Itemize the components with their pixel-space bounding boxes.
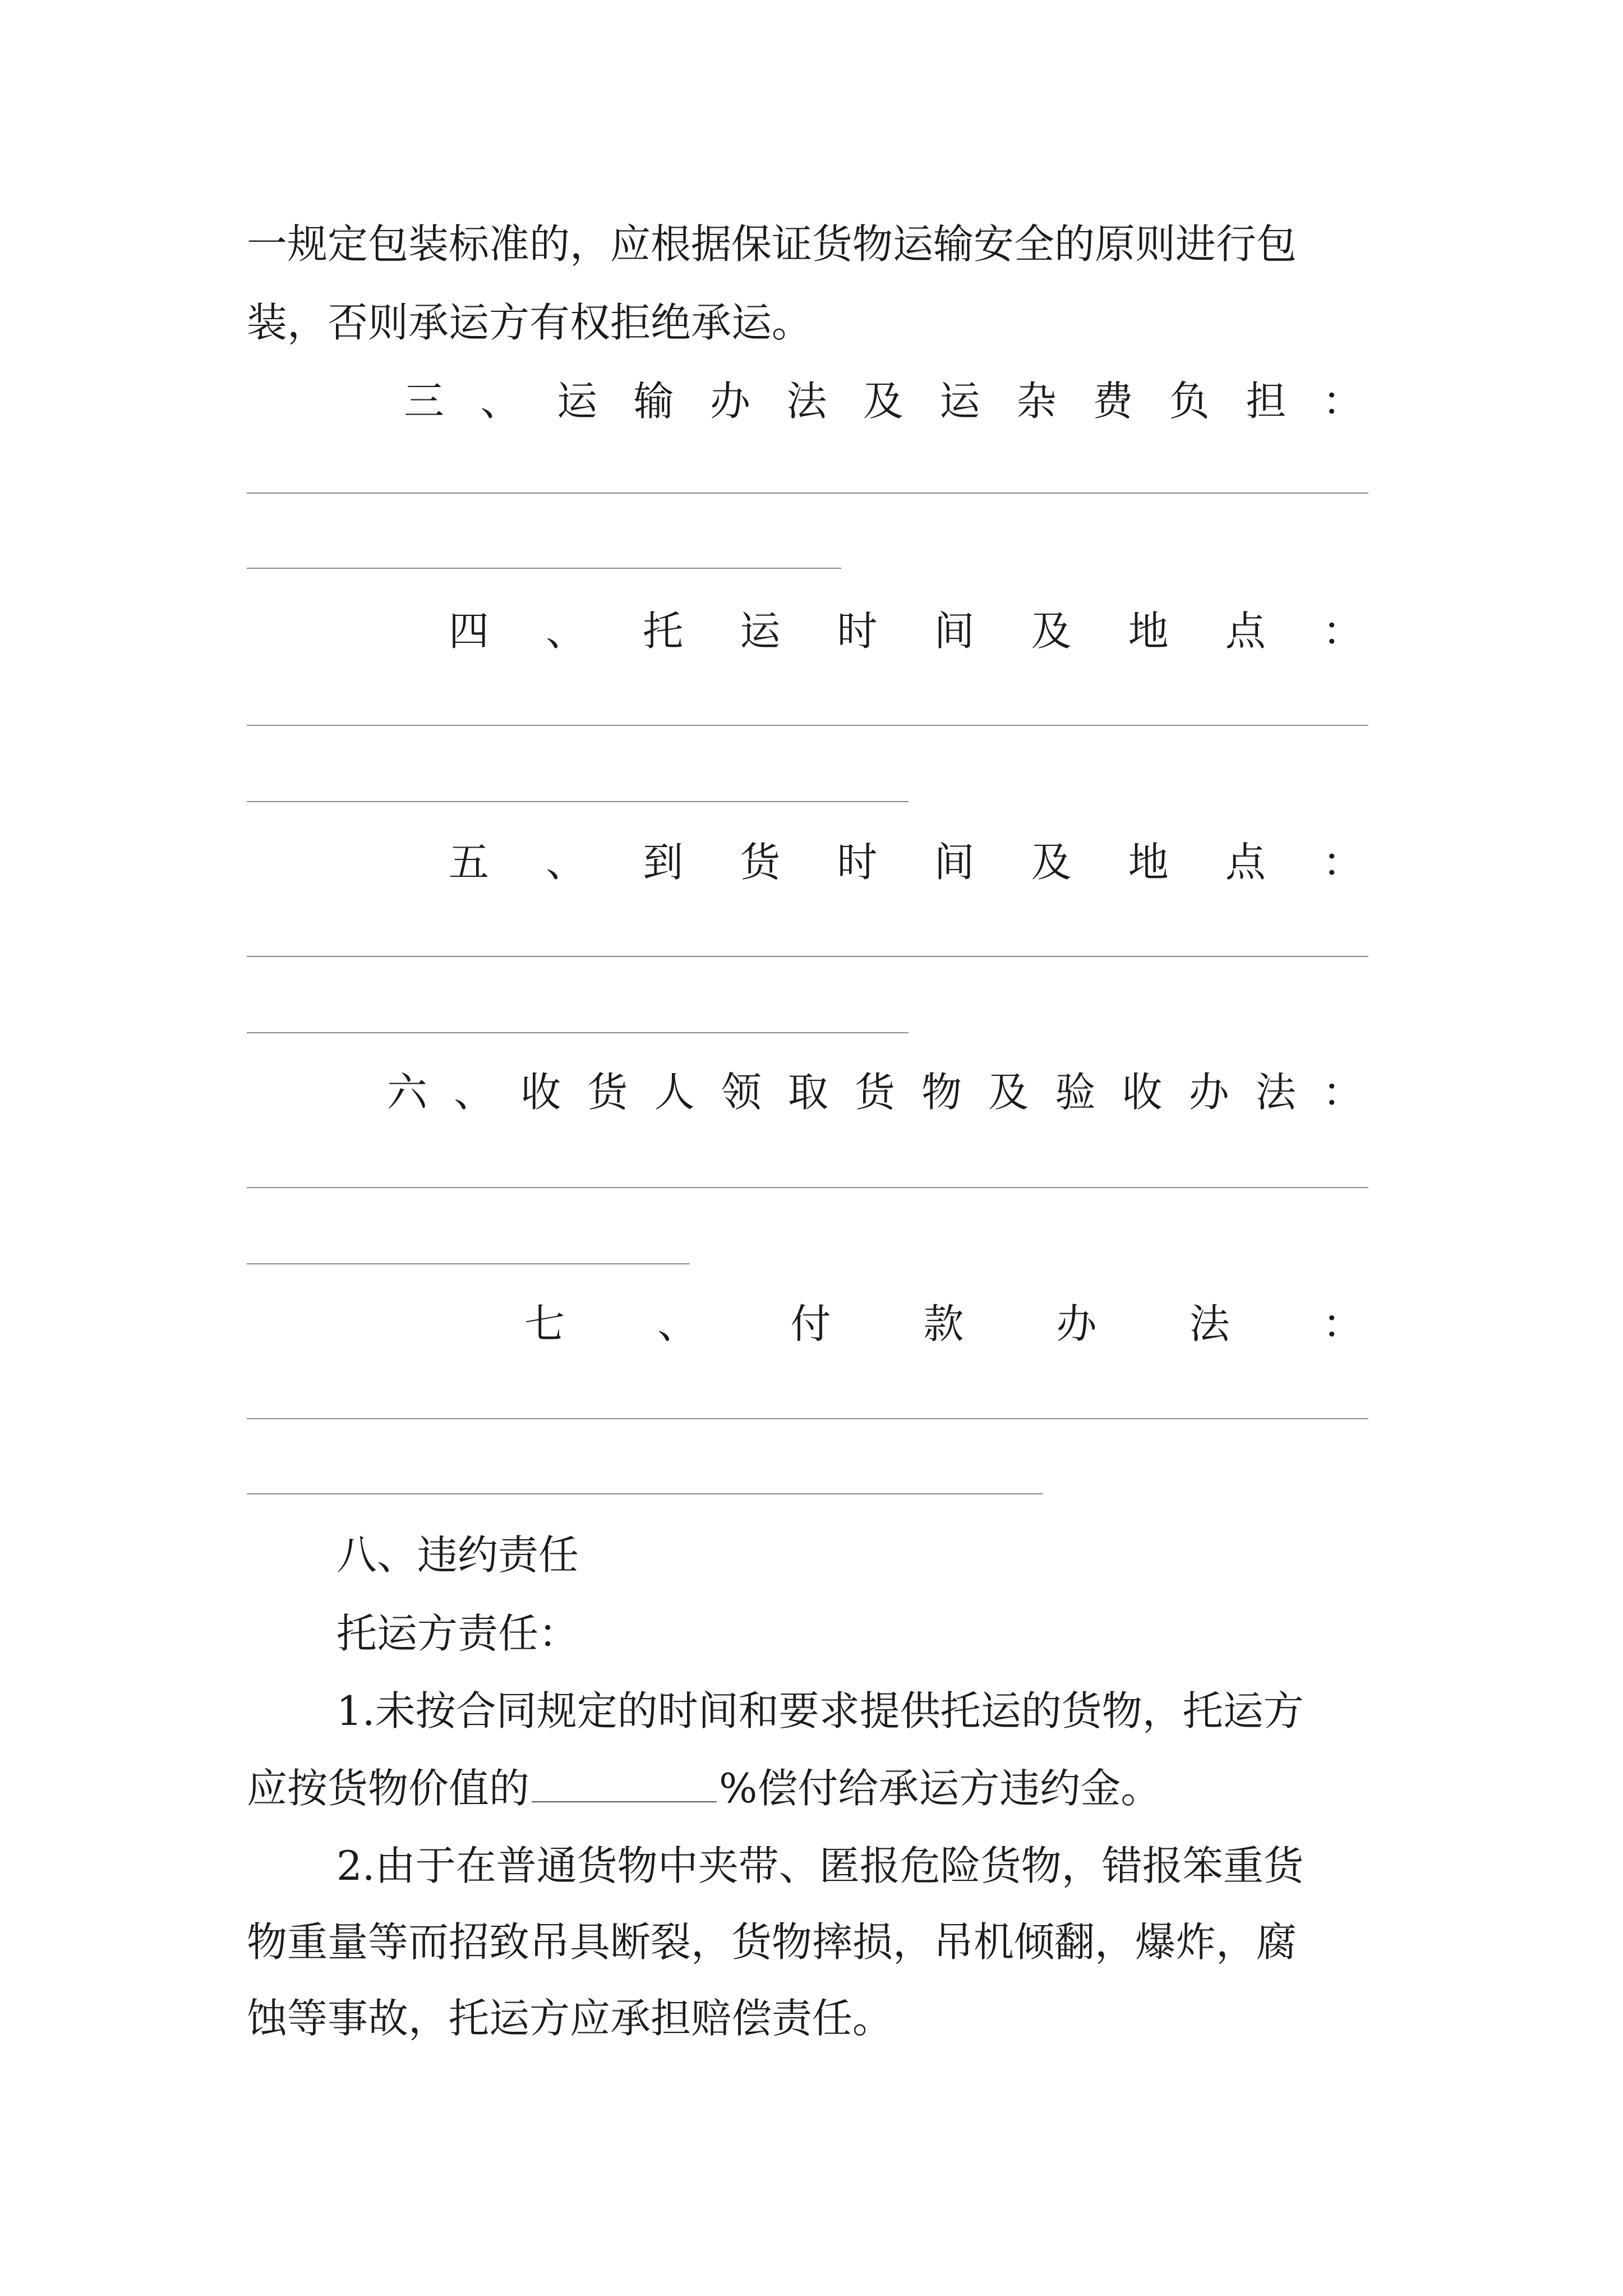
fill-in-line bbox=[247, 1263, 690, 1264]
heading-char: 杂 bbox=[1016, 378, 1057, 425]
heading-char: 负 bbox=[1169, 378, 1210, 425]
fill-in-line bbox=[247, 568, 841, 569]
heading-char: 货 bbox=[587, 1069, 628, 1116]
heading-char: 法 bbox=[1255, 1069, 1296, 1116]
heading-char: 点 bbox=[1225, 839, 1266, 886]
heading-char: 货 bbox=[740, 839, 781, 886]
heading-char: 、 bbox=[546, 608, 587, 655]
item-1-line bbox=[247, 1760, 1385, 1816]
section-8-title: 八、违约责任 bbox=[336, 1531, 579, 1579]
heading-char: ： bbox=[1322, 1069, 1363, 1116]
heading-char: 时 bbox=[837, 839, 878, 886]
heading-char: 七 bbox=[524, 1300, 565, 1347]
fill-in-line bbox=[247, 801, 909, 802]
heading-char: 法 bbox=[1189, 1300, 1230, 1347]
heading-char: 法 bbox=[786, 378, 827, 425]
heading-char: 人 bbox=[654, 1069, 695, 1116]
heading-char: 及 bbox=[863, 378, 903, 425]
item-1-text: %偿付给承运方违约金。 bbox=[719, 1765, 1161, 1812]
heading-char: 款 bbox=[923, 1300, 964, 1347]
heading-char: 输 bbox=[633, 378, 674, 425]
heading-char: 五 bbox=[449, 839, 490, 886]
shipper-responsibility-heading: 托运方责任： bbox=[336, 1610, 579, 1657]
paragraph-line: 装，否则承运方有权拒绝承运。 bbox=[247, 299, 813, 346]
heading-char: 地 bbox=[1128, 839, 1169, 886]
heading-char: ： bbox=[1322, 1300, 1363, 1347]
paragraph-line: 一规定包装标准的，应根据保证货物运输安全的原则进行包 bbox=[247, 220, 1297, 268]
heading-char: 办 bbox=[1188, 1069, 1229, 1116]
heading-char: 三 bbox=[404, 378, 445, 425]
heading-char: 收 bbox=[1122, 1069, 1163, 1116]
heading-char: 时 bbox=[837, 608, 878, 655]
item-1-text: 应按货物价值的 bbox=[247, 1765, 530, 1812]
heading-char: 、 bbox=[546, 839, 587, 886]
section-4-heading bbox=[449, 603, 1363, 659]
heading-char: 费 bbox=[1092, 378, 1133, 425]
section-5-heading bbox=[449, 834, 1363, 890]
item-2-line: 2.由于在普通货物中夹带、匿报危险货物，错报笨重货 bbox=[336, 1842, 1304, 1889]
fill-in-line bbox=[247, 493, 1368, 494]
percentage-blank bbox=[532, 1764, 717, 1802]
heading-char: 四 bbox=[449, 608, 490, 655]
fill-in-line bbox=[247, 725, 1368, 726]
item-2-line: 物重量等而招致吊具断裂，货物摔损，吊机倾翻，爆炸，腐 bbox=[247, 1918, 1297, 1966]
section-7-heading bbox=[524, 1296, 1363, 1352]
heading-char: 到 bbox=[643, 839, 684, 886]
heading-char: 托 bbox=[643, 608, 684, 655]
section-3-heading bbox=[404, 373, 1363, 429]
heading-char: ： bbox=[1322, 839, 1363, 886]
heading-char: 验 bbox=[1055, 1069, 1096, 1116]
heading-char: 及 bbox=[1031, 839, 1072, 886]
heading-char: 地 bbox=[1128, 608, 1169, 655]
heading-char: 取 bbox=[787, 1069, 828, 1116]
item-2-line: 蚀等事故，托运方应承担赔偿责任。 bbox=[247, 1995, 893, 2042]
heading-char: ： bbox=[1322, 378, 1363, 425]
heading-char: 、 bbox=[454, 1069, 495, 1116]
heading-char: 间 bbox=[934, 608, 975, 655]
item-1-line: 1.未按合同规定的时间和要求提供托运的货物，托运方 bbox=[336, 1687, 1304, 1734]
heading-char: 办 bbox=[709, 378, 750, 425]
fill-in-line bbox=[247, 1418, 1368, 1419]
heading-char: ： bbox=[1322, 608, 1363, 655]
heading-char: 运 bbox=[939, 378, 980, 425]
heading-char: 担 bbox=[1246, 378, 1287, 425]
heading-char: 及 bbox=[988, 1069, 1029, 1116]
heading-char: 货 bbox=[854, 1069, 895, 1116]
fill-in-line bbox=[247, 1032, 909, 1033]
fill-in-line bbox=[247, 1187, 1368, 1188]
heading-char: 、 bbox=[657, 1300, 698, 1347]
fill-in-line bbox=[247, 1493, 1043, 1494]
heading-char: 、 bbox=[480, 378, 521, 425]
heading-char: 收 bbox=[520, 1069, 561, 1116]
heading-char: 运 bbox=[740, 608, 781, 655]
heading-char: 办 bbox=[1056, 1300, 1097, 1347]
heading-char: 物 bbox=[921, 1069, 962, 1116]
fill-in-line bbox=[247, 956, 1368, 957]
heading-char: 间 bbox=[934, 839, 975, 886]
heading-char: 六 bbox=[387, 1069, 428, 1116]
section-6-heading bbox=[387, 1064, 1363, 1120]
heading-char: 及 bbox=[1031, 608, 1072, 655]
heading-char: 领 bbox=[721, 1069, 762, 1116]
heading-char: 付 bbox=[790, 1300, 831, 1347]
heading-char: 点 bbox=[1225, 608, 1266, 655]
heading-char: 运 bbox=[556, 378, 597, 425]
